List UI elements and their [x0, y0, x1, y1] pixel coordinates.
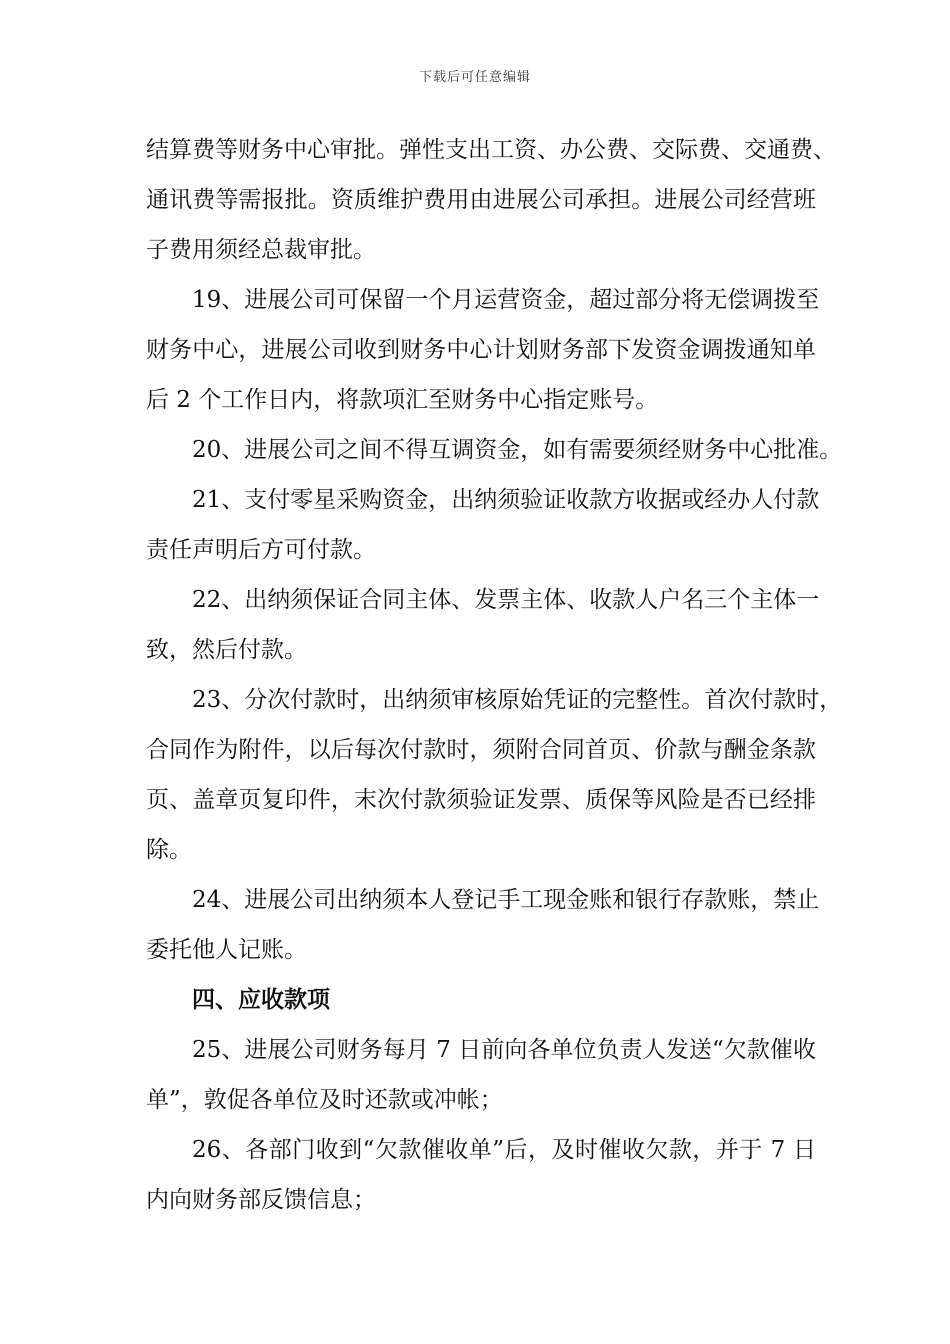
text-line: 后 2 个工作日内，将款项汇至财务中心指定账号。 — [146, 387, 659, 413]
text-line: 财务中心，进展公司收到财务中心计划财务部下发资金调拨通知单 — [146, 337, 816, 363]
text-line: 致，然后付款。 — [146, 637, 307, 663]
paragraph-start: 21、支付零星采购资金，出纳须验证收款方收据或经办人付款 — [192, 487, 820, 513]
document-body — [146, 125, 843, 1225]
text-line: 委托他人记账。 — [146, 937, 307, 963]
paragraph-start: 23、分次付款时，出纳须审核原始凭证的完整性。首次付款时， — [192, 687, 843, 713]
section-heading: 四、应收款项 — [192, 986, 330, 1013]
paragraph-start: 22、出纳须保证合同主体、发票主体、收款人户名三个主体一 — [192, 587, 820, 613]
text-line: 合同作为附件，以后每次付款时，须附合同首页、价款与酬金条款 — [146, 737, 816, 763]
text-line: 单”，敦促各单位及时还款或冲帐； — [146, 1087, 503, 1113]
text-line: 内向财务部反馈信息； — [146, 1187, 376, 1213]
paragraph-start: 20、进展公司之间不得互调资金，如有需要须经财务中心批准。 — [192, 437, 843, 463]
text-line: 责任声明后方可付款。 — [146, 537, 376, 563]
paragraph-start: 24、进展公司出纳须本人登记手工现金账和银行存款账，禁止 — [192, 887, 820, 913]
page-header: 下载后可任意编辑 — [418, 70, 531, 85]
text-line: 通讯费等需报批。资质维护费用由进展公司承担。进展公司经营班 — [146, 187, 816, 213]
paragraph-start: 19、进展公司可保留一个月运营资金，超过部分将无偿调拨至 — [192, 287, 820, 313]
paragraph-start: 25、进展公司财务每月 7 日前向各单位负责人发送“欠款催收 — [192, 1037, 816, 1063]
text-line: 除。 — [146, 837, 192, 863]
text-line: 结算费等财务中心审批。弹性支出工资、办公费、交际费、交通费、 — [146, 137, 836, 163]
paragraph-start: 26、各部门收到“欠款催收单”后，及时催收欠款，并于 7 日 — [192, 1137, 816, 1163]
text-line: 页、盖章页复印件，末次付款须验证发票、质保等风险是否已经排 — [146, 787, 816, 813]
text-line: 子费用须经总裁审批。 — [146, 237, 376, 263]
